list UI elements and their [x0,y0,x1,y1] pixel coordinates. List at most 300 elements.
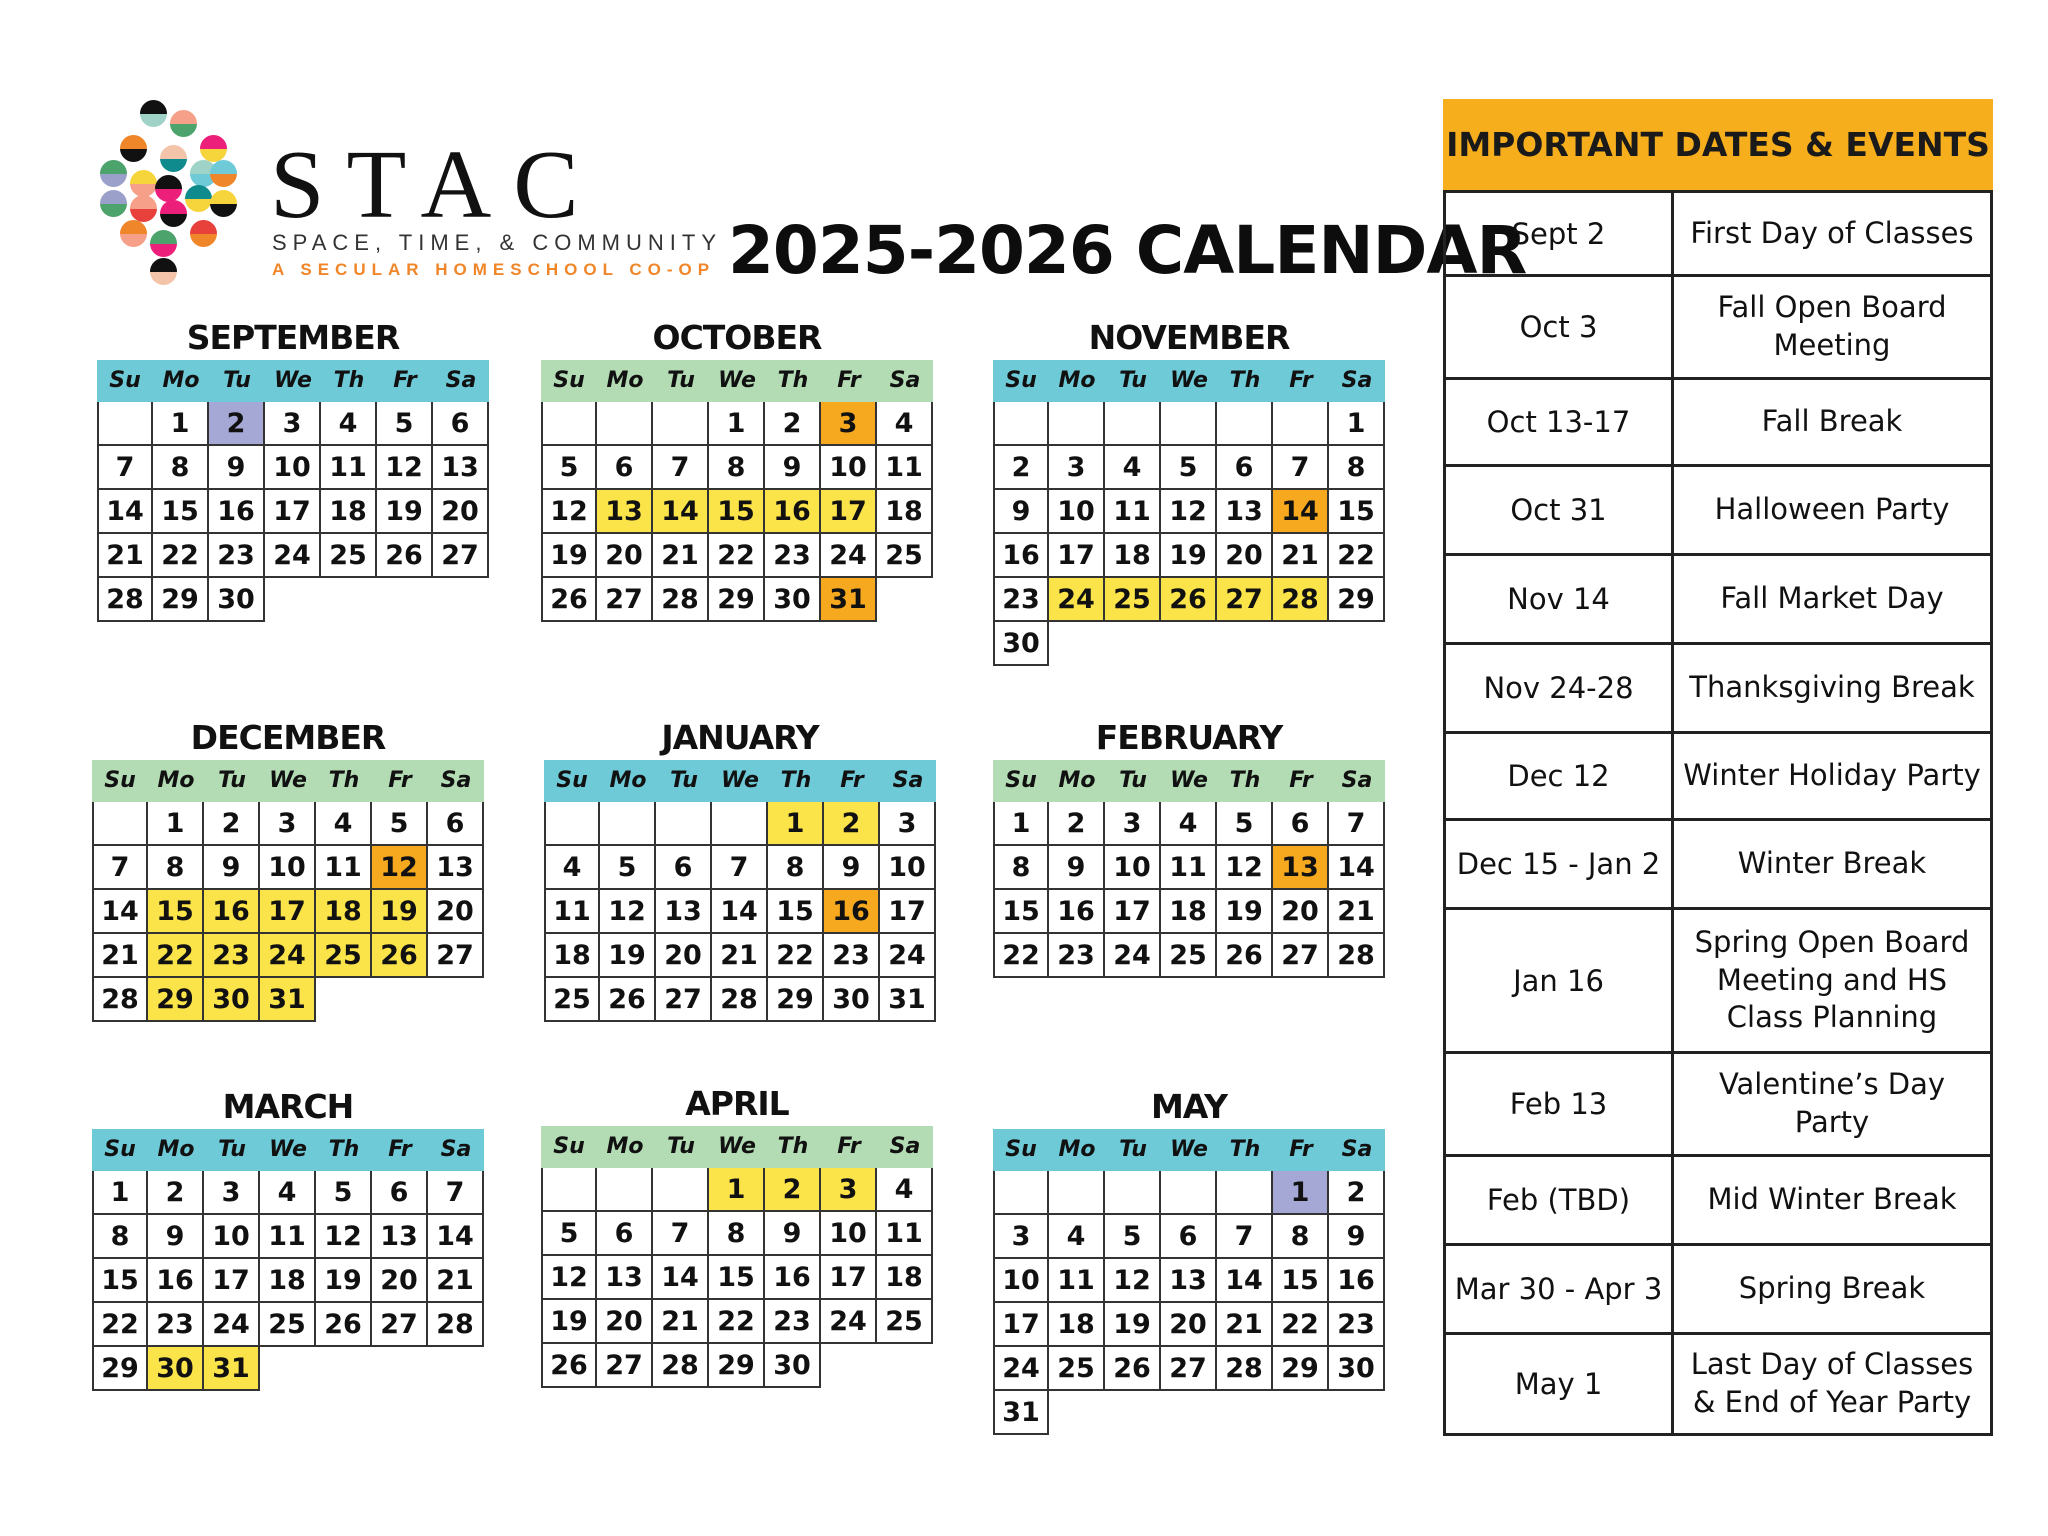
day-cell: 1 [153,402,209,446]
day-cell: 20 [597,534,653,578]
day-cell: 7 [1329,802,1385,846]
month-grid [92,760,484,1022]
day-cell: 29 [709,1344,765,1388]
day-cell: 15 [1329,490,1385,534]
weekday-header: Mo [153,360,209,402]
day-cell: 6 [1273,802,1329,846]
day-cell: 7 [97,446,153,490]
event-date: Jan 16 [1446,910,1674,1051]
event-date: Mar 30 - Apr 3 [1446,1246,1674,1332]
important-dates-table [1443,190,1993,1436]
day-cell: 2 [993,446,1049,490]
important-dates-heading: IMPORTANT DATES & EVENTS [1443,99,1993,190]
day-cell: 26 [541,1344,597,1388]
day-cell: 1 [709,1168,765,1212]
event-date: Oct 31 [1446,467,1674,553]
day-cell: 18 [1161,890,1217,934]
weekday-header: Sa [433,360,489,402]
day-cell: 10 [1049,490,1105,534]
day-cell: 4 [1105,446,1161,490]
event-date: Dec 12 [1446,734,1674,818]
empty-cell [544,802,600,846]
day-cell: 18 [544,934,600,978]
day-cell: 13 [1217,490,1273,534]
empty-cell [1273,402,1329,446]
day-cell: 23 [209,534,265,578]
weekday-header: We [709,1126,765,1168]
event-row [1446,734,1990,821]
day-cell: 16 [204,890,260,934]
logo-dot [130,170,157,197]
weekday-header: Mo [597,360,653,402]
logo-dot [170,110,197,137]
day-cell: 2 [765,1168,821,1212]
event-name: Spring Break [1738,1271,1926,1306]
day-cell: 10 [821,446,877,490]
event-date: Oct 13-17 [1446,380,1674,464]
day-cell: 21 [92,934,148,978]
event-row [1446,645,1990,734]
day-cell: 22 [1273,1303,1329,1347]
day-cell: 16 [765,490,821,534]
day-cell: 27 [1217,578,1273,622]
day-cell: 20 [656,934,712,978]
day-cell: 7 [653,446,709,490]
event-date: Dec 15 - Jan 2 [1446,821,1674,907]
day-cell: 22 [1329,534,1385,578]
weekday-header: Su [97,360,153,402]
day-cell: 7 [1273,446,1329,490]
day-cell: 11 [1105,490,1161,534]
day-cell: 1 [1329,402,1385,446]
day-cell: 31 [260,978,316,1022]
day-cell: 29 [153,578,209,622]
day-cell: 23 [1329,1303,1385,1347]
day-cell: 4 [877,1168,933,1212]
logo-dot [160,200,187,227]
weekday-header: Sa [1329,1129,1385,1171]
weekday-header: Su [544,760,600,802]
logo-dot [100,190,127,217]
day-cell: 15 [709,490,765,534]
day-cell: 12 [541,1256,597,1300]
day-cell: 20 [1161,1303,1217,1347]
day-cell: 19 [1161,534,1217,578]
day-cell: 5 [377,402,433,446]
empty-cell [1161,1171,1217,1215]
weekday-header: Su [993,1129,1049,1171]
event-row [1446,190,1990,277]
day-cell: 5 [600,846,656,890]
month-september [97,318,489,622]
month-november [993,318,1385,666]
logo-dot [120,220,147,247]
event-name: Valentine’s Day Party [1718,1067,1946,1139]
logo-dots-icon [100,100,270,270]
weekday-header: Sa [880,760,936,802]
empty-cell [541,402,597,446]
day-cell: 21 [1329,890,1385,934]
day-cell: 11 [544,890,600,934]
event-name: Thanksgiving Break [1689,670,1975,705]
weekday-header: Th [321,360,377,402]
day-cell: 19 [1105,1303,1161,1347]
day-cell: 6 [433,402,489,446]
weekday-header: Mo [600,760,656,802]
day-cell: 2 [209,402,265,446]
day-cell: 6 [597,446,653,490]
logo-dot [210,160,237,187]
empty-cell [1161,402,1217,446]
empty-cell [712,802,768,846]
month-february [993,718,1385,978]
day-cell: 12 [1161,490,1217,534]
day-cell: 3 [1105,802,1161,846]
day-cell: 19 [541,1300,597,1344]
day-cell: 28 [653,578,709,622]
day-cell: 9 [1329,1215,1385,1259]
day-cell: 6 [597,1212,653,1256]
weekday-header: Mo [1049,760,1105,802]
day-cell: 17 [1105,890,1161,934]
day-cell: 21 [428,1259,484,1303]
empty-cell [1217,402,1273,446]
day-cell: 21 [653,534,709,578]
day-cell: 15 [92,1259,148,1303]
logo-dot [210,190,237,217]
day-cell: 26 [541,578,597,622]
empty-cell [656,802,712,846]
day-cell: 24 [260,934,316,978]
month-name: SEPTEMBER [186,318,400,357]
empty-cell [993,1171,1049,1215]
event-row [1446,467,1990,556]
day-cell: 23 [148,1303,204,1347]
logo-dot [140,100,167,127]
day-cell: 25 [321,534,377,578]
weekday-header: Fr [821,360,877,402]
day-cell: 21 [1217,1303,1273,1347]
weekday-header: Su [92,1129,148,1171]
weekday-header: Th [1217,1129,1273,1171]
day-cell: 9 [204,846,260,890]
day-cell: 19 [372,890,428,934]
day-cell: 18 [1049,1303,1105,1347]
day-cell: 29 [148,978,204,1022]
day-cell: 12 [600,890,656,934]
day-cell: 16 [765,1256,821,1300]
day-cell: 22 [768,934,824,978]
day-cell: 4 [1161,802,1217,846]
day-cell: 6 [372,1171,428,1215]
event-date: Sept 2 [1446,193,1674,274]
event-name: Fall Market Day [1720,581,1944,616]
day-cell: 7 [92,846,148,890]
day-cell: 31 [880,978,936,1022]
month-grid [541,1126,933,1388]
day-cell: 24 [880,934,936,978]
day-cell: 8 [1329,446,1385,490]
day-cell: 21 [712,934,768,978]
empty-cell [1049,1171,1105,1215]
day-cell: 19 [316,1259,372,1303]
month-grid [993,760,1385,978]
event-name: Fall Open Board Meeting [1717,290,1947,362]
weekday-header: Sa [877,360,933,402]
event-row [1446,821,1990,910]
weekday-header: We [260,760,316,802]
day-cell: 20 [1217,534,1273,578]
day-cell: 16 [148,1259,204,1303]
day-cell: 14 [712,890,768,934]
day-cell: 25 [1105,578,1161,622]
day-cell: 24 [1105,934,1161,978]
day-cell: 2 [824,802,880,846]
day-cell: 12 [1217,846,1273,890]
day-cell: 5 [316,1171,372,1215]
day-cell: 22 [709,1300,765,1344]
day-cell: 13 [372,1215,428,1259]
month-name: NOVEMBER [1088,318,1290,357]
weekday-header: Mo [597,1126,653,1168]
day-cell: 12 [541,490,597,534]
day-cell: 10 [1105,846,1161,890]
day-cell: 11 [877,1212,933,1256]
empty-cell [541,1168,597,1212]
day-cell: 8 [993,846,1049,890]
event-name: Last Day of Classes & End of Year Party [1690,1347,1974,1419]
day-cell: 30 [1329,1347,1385,1391]
brand-tagline: SPACE, TIME, & COMMUNITY [272,230,722,255]
weekday-header: Fr [821,1126,877,1168]
weekday-header: We [1161,1129,1217,1171]
day-cell: 26 [1105,1347,1161,1391]
day-cell: 19 [377,490,433,534]
day-cell: 17 [1049,534,1105,578]
day-cell: 4 [877,402,933,446]
day-cell: 9 [148,1215,204,1259]
day-cell: 29 [768,978,824,1022]
logo-dot [100,160,127,187]
day-cell: 1 [1273,1171,1329,1215]
weekday-header: Fr [377,360,433,402]
day-cell: 10 [204,1215,260,1259]
month-october [541,318,933,622]
day-cell: 14 [653,490,709,534]
page-title: 2025-2026 CALENDAR [728,212,1527,289]
day-cell: 28 [1329,934,1385,978]
weekday-header: Th [316,1129,372,1171]
day-cell: 19 [541,534,597,578]
day-cell: 1 [92,1171,148,1215]
weekday-header: Fr [824,760,880,802]
day-cell: 27 [597,1344,653,1388]
day-cell: 10 [821,1212,877,1256]
day-cell: 23 [765,534,821,578]
day-cell: 24 [265,534,321,578]
event-date: Feb 13 [1446,1054,1674,1154]
month-grid [544,760,936,1022]
day-cell: 22 [148,934,204,978]
day-cell: 15 [993,890,1049,934]
weekday-header: Sa [428,760,484,802]
day-cell: 29 [1273,1347,1329,1391]
day-cell: 27 [597,578,653,622]
day-cell: 26 [600,978,656,1022]
day-cell: 8 [709,446,765,490]
event-date: Oct 3 [1446,277,1674,377]
day-cell: 2 [1049,802,1105,846]
day-cell: 31 [821,578,877,622]
day-cell: 15 [768,890,824,934]
day-cell: 11 [877,446,933,490]
logo-dot [150,230,177,257]
month-name: OCTOBER [652,318,822,357]
day-cell: 20 [597,1300,653,1344]
day-cell: 20 [433,490,489,534]
day-cell: 9 [765,446,821,490]
day-cell: 5 [1105,1215,1161,1259]
day-cell: 1 [709,402,765,446]
day-cell: 25 [544,978,600,1022]
day-cell: 14 [428,1215,484,1259]
event-date: Nov 24-28 [1446,645,1674,731]
day-cell: 17 [821,1256,877,1300]
weekday-header: Tu [1105,1129,1161,1171]
event-name: Spring Open Board Meeting and HS Class Planning [1694,924,1970,1035]
weekday-header: We [712,760,768,802]
day-cell: 5 [541,1212,597,1256]
day-cell: 9 [993,490,1049,534]
stac-logo [100,100,720,290]
month-grid [97,360,489,622]
day-cell: 6 [1161,1215,1217,1259]
empty-cell [597,402,653,446]
day-cell: 3 [1049,446,1105,490]
day-cell: 24 [821,534,877,578]
weekday-header: Sa [428,1129,484,1171]
weekday-header: Sa [1329,360,1385,402]
weekday-header: We [709,360,765,402]
day-cell: 30 [824,978,880,1022]
day-cell: 4 [544,846,600,890]
event-date: May 1 [1446,1335,1674,1433]
day-cell: 24 [1049,578,1105,622]
day-cell: 18 [321,490,377,534]
event-date: Feb (TBD) [1446,1157,1674,1243]
day-cell: 25 [1049,1347,1105,1391]
logo-dot [185,185,212,212]
day-cell: 17 [204,1259,260,1303]
day-cell: 23 [765,1300,821,1344]
day-cell: 26 [1217,934,1273,978]
day-cell: 14 [1273,490,1329,534]
weekday-header: We [1161,360,1217,402]
day-cell: 28 [92,978,148,1022]
day-cell: 11 [260,1215,316,1259]
day-cell: 30 [209,578,265,622]
day-cell: 7 [1217,1215,1273,1259]
day-cell: 14 [97,490,153,534]
day-cell: 14 [1217,1259,1273,1303]
month-grid [993,360,1385,666]
weekday-header: Fr [1273,360,1329,402]
day-cell: 30 [993,622,1049,666]
day-cell: 18 [1105,534,1161,578]
logo-dot [190,220,217,247]
day-cell: 14 [1329,846,1385,890]
weekday-header: Mo [148,760,204,802]
logo-dot [120,135,147,162]
day-cell: 2 [148,1171,204,1215]
day-cell: 17 [821,490,877,534]
weekday-header: Th [1217,760,1273,802]
event-name: Winter Holiday Party [1683,758,1981,793]
month-march [92,1087,484,1391]
weekday-header: Mo [148,1129,204,1171]
day-cell: 29 [709,578,765,622]
event-name: Winter Break [1737,846,1927,881]
day-cell: 13 [1273,846,1329,890]
day-cell: 11 [316,846,372,890]
day-cell: 4 [316,802,372,846]
day-cell: 27 [1273,934,1329,978]
event-row [1446,910,1990,1054]
day-cell: 24 [204,1303,260,1347]
day-cell: 3 [260,802,316,846]
day-cell: 15 [1273,1259,1329,1303]
weekday-header: Th [765,1126,821,1168]
day-cell: 29 [92,1347,148,1391]
weekday-header: Tu [656,760,712,802]
day-cell: 26 [1161,578,1217,622]
day-cell: 8 [1273,1215,1329,1259]
day-cell: 20 [1273,890,1329,934]
day-cell: 30 [765,578,821,622]
weekday-header: Th [768,760,824,802]
logo-dot [130,195,157,222]
day-cell: 8 [153,446,209,490]
day-cell: 3 [204,1171,260,1215]
month-name: MAY [1150,1087,1228,1126]
empty-cell [1105,1171,1161,1215]
day-cell: 23 [1049,934,1105,978]
day-cell: 17 [993,1303,1049,1347]
day-cell: 18 [877,490,933,534]
day-cell: 27 [656,978,712,1022]
day-cell: 23 [993,578,1049,622]
day-cell: 1 [768,802,824,846]
weekday-header: Fr [372,760,428,802]
weekday-header: We [260,1129,316,1171]
day-cell: 3 [993,1215,1049,1259]
day-cell: 27 [428,934,484,978]
day-cell: 29 [1329,578,1385,622]
month-name: JANUARY [661,718,819,757]
day-cell: 5 [1217,802,1273,846]
day-cell: 1 [993,802,1049,846]
day-cell: 22 [709,534,765,578]
weekday-header: Su [993,760,1049,802]
day-cell: 22 [92,1303,148,1347]
month-name: FEBRUARY [1095,718,1283,757]
day-cell: 12 [1105,1259,1161,1303]
weekday-header: Su [92,760,148,802]
day-cell: 23 [824,934,880,978]
empty-cell [993,402,1049,446]
day-cell: 4 [321,402,377,446]
weekday-header: Tu [653,360,709,402]
